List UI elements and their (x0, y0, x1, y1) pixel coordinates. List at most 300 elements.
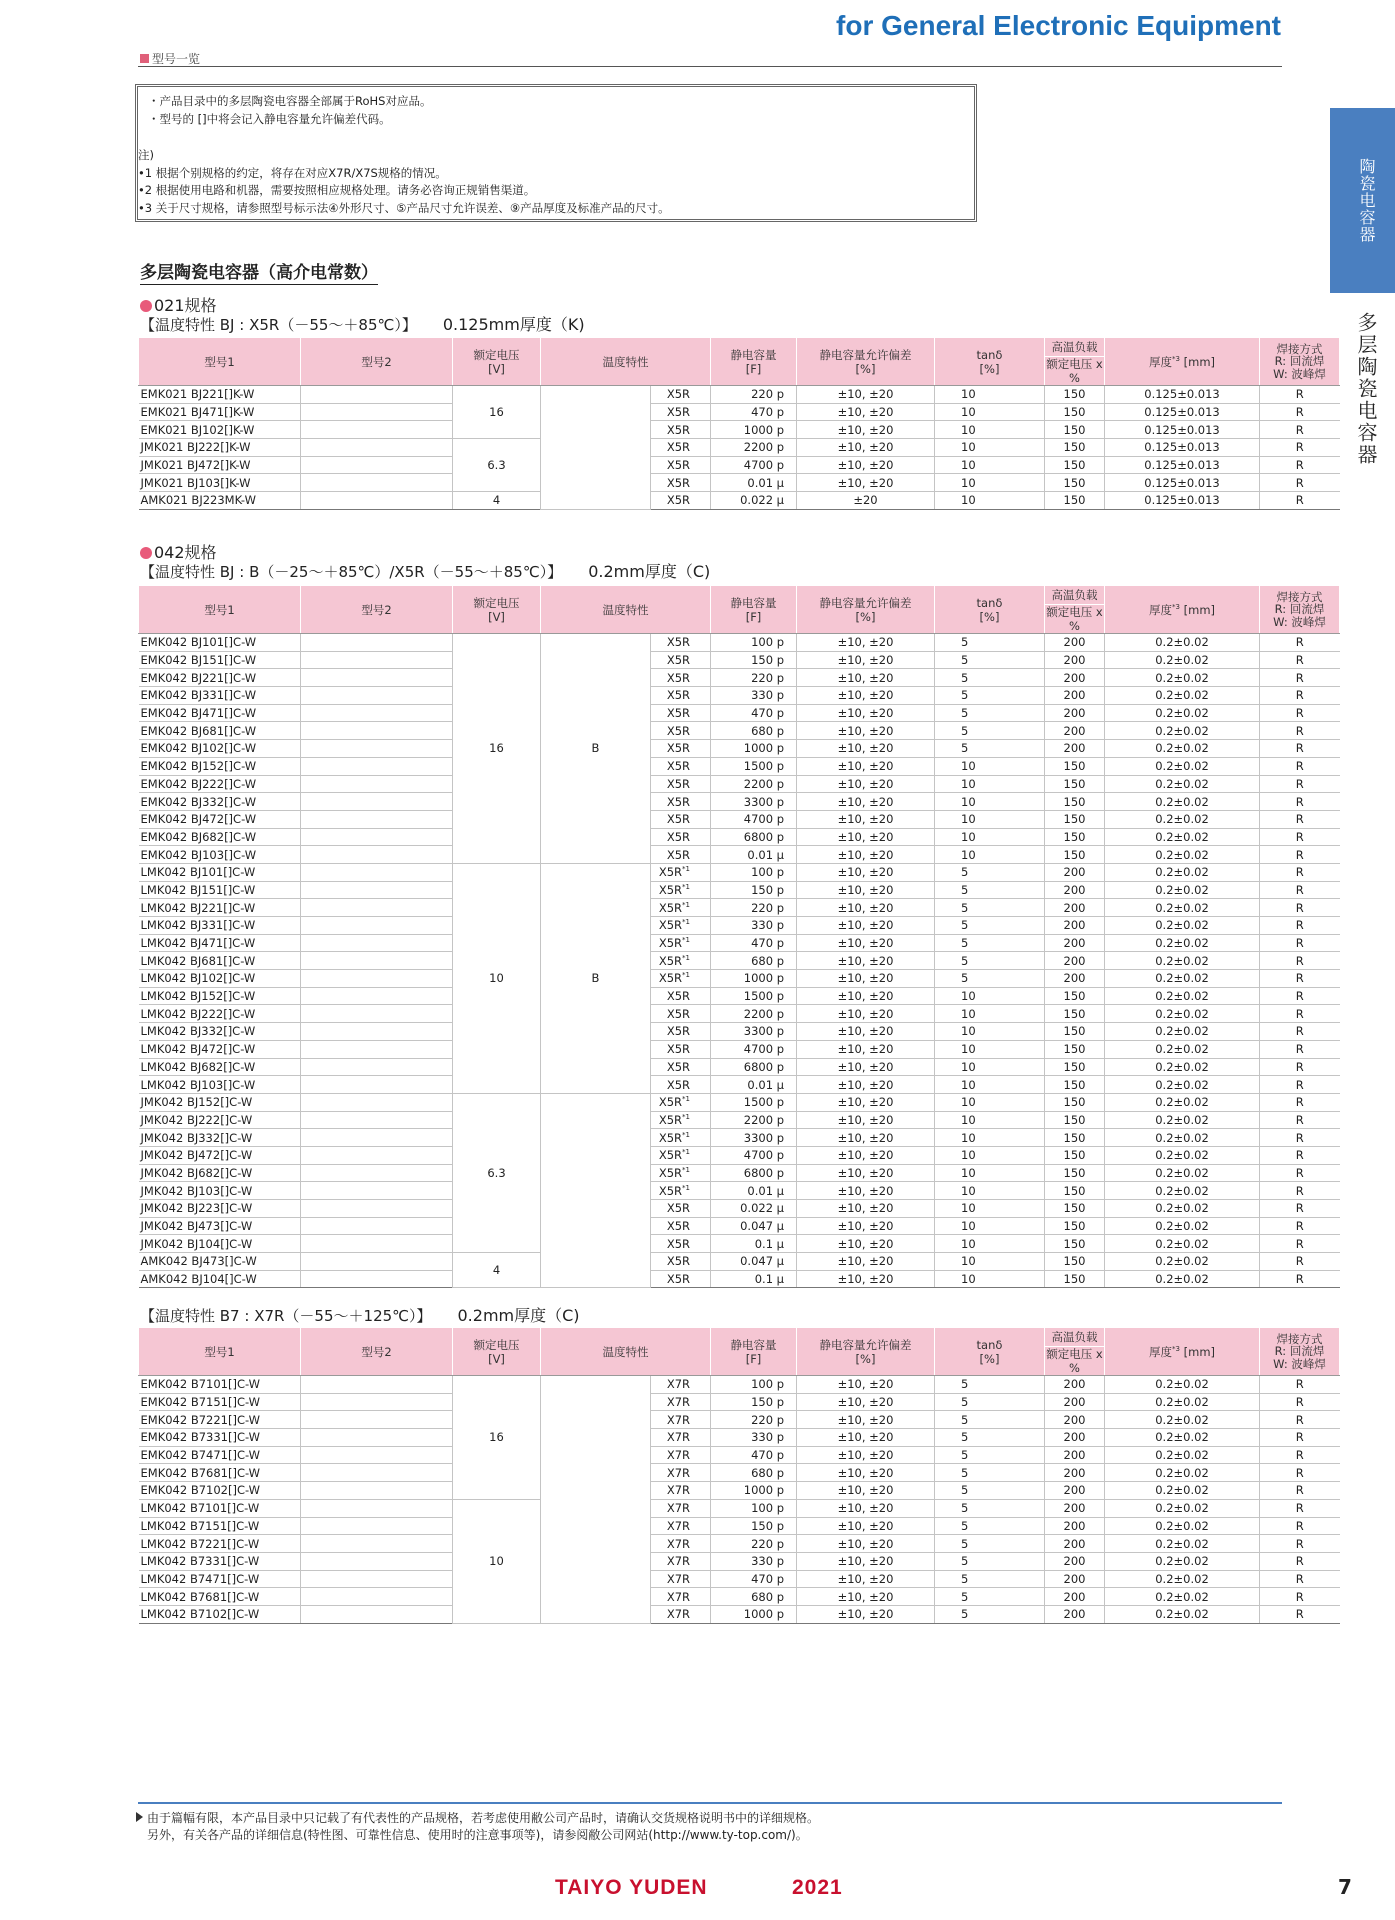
arrow-right-icon (136, 1812, 143, 1822)
tolerance-cell: ±10, ±20 (797, 1499, 935, 1517)
tolerance-cell: ±10, ±20 (797, 1464, 935, 1482)
part-number-cell: AMK042 BJ473[]C-W (139, 1253, 301, 1271)
part-number2-cell (301, 1182, 453, 1200)
table1-heading (140, 296, 585, 335)
part-number-cell: JMK042 BJ152[]C-W (139, 1093, 301, 1111)
high-temp-load-cell: 200 (1045, 1376, 1105, 1394)
part-number2-cell (301, 651, 453, 669)
capacitance-cell: 2200 p (711, 1005, 797, 1023)
part-number2-cell (301, 421, 453, 439)
table-row (139, 1164, 1340, 1182)
capacitance-cell: 0.01 μ (711, 474, 797, 492)
soldering-cell: R (1260, 386, 1340, 404)
thickness-cell: 0.2±0.02 (1105, 952, 1260, 970)
part-number-cell: LMK042 BJ151[]C-W (139, 881, 301, 899)
tan-delta-cell: 5 (935, 1376, 1045, 1394)
soldering-cell: R (1260, 1517, 1340, 1535)
section-title: 多层陶瓷电容器（高介电常数） (140, 258, 378, 285)
part-number-cell: JMK042 BJ332[]C-W (139, 1129, 301, 1147)
temp-char-cell: B (541, 634, 651, 864)
thickness-cell: 0.2±0.02 (1105, 917, 1260, 935)
table-row (139, 970, 1340, 988)
table-row (139, 828, 1340, 846)
high-temp-load-cell: 200 (1045, 1429, 1105, 1447)
soldering-cell: R (1260, 846, 1340, 864)
temp-char-code-cell: X5R (651, 846, 711, 864)
tolerance-cell: ±10, ±20 (797, 934, 935, 952)
column-header: 静电容量允许偏差 [%] (797, 1328, 935, 1376)
soldering-cell: R (1260, 1235, 1340, 1253)
page-number: 7 (1338, 1875, 1352, 1899)
thickness-cell: 0.2±0.02 (1105, 1499, 1260, 1517)
catalog-year: 2021 (792, 1876, 843, 1899)
part-number-cell: EMK042 BJ222[]C-W (139, 775, 301, 793)
temp-char-code-cell: X5R (651, 1200, 711, 1218)
table-row (139, 1446, 1340, 1464)
capacitance-cell: 1500 p (711, 987, 797, 1005)
thickness-label: 0.2mm厚度（C) (588, 562, 711, 581)
part-number-cell: LMK042 BJ221[]C-W (139, 899, 301, 917)
part-number2-cell (301, 1588, 453, 1606)
table3-heading (140, 1306, 580, 1326)
thickness-cell: 0.2±0.02 (1105, 740, 1260, 758)
high-temp-load-cell: 150 (1045, 793, 1105, 811)
part-number2-cell (301, 1093, 453, 1111)
part-number-cell: JMK042 BJ473[]C-W (139, 1217, 301, 1235)
temp-char-code-cell: $X5R^{*1}$ (651, 1146, 711, 1164)
soldering-cell: R (1260, 1482, 1340, 1500)
tolerance-cell: ±10, ±20 (797, 1217, 935, 1235)
column-header: tanδ [%] (935, 338, 1045, 386)
part-number2-cell (301, 828, 453, 846)
tolerance-cell: ±10, ±20 (797, 439, 935, 457)
soldering-cell: R (1260, 740, 1340, 758)
capacitance-cell: 3300 p (711, 1023, 797, 1041)
tan-delta-cell: 5 (935, 704, 1045, 722)
part-number-cell: EMK042 BJ681[]C-W (139, 722, 301, 740)
table-row (139, 474, 1340, 492)
thickness-cell: 0.2±0.02 (1105, 1058, 1260, 1076)
part-number-cell: LMK042 BJ222[]C-W (139, 1005, 301, 1023)
soldering-cell: R (1260, 757, 1340, 775)
column-header: 高温负载 (1045, 1328, 1105, 1347)
tan-delta-cell: 10 (935, 793, 1045, 811)
tolerance-cell: ±10, ±20 (797, 740, 935, 758)
tolerance-cell: ±10, ±20 (797, 1393, 935, 1411)
part-number2-cell (301, 1111, 453, 1129)
tan-delta-cell: 5 (935, 1411, 1045, 1429)
soldering-cell: R (1260, 1429, 1340, 1447)
soldering-cell: R (1260, 1005, 1340, 1023)
part-number2-cell (301, 1076, 453, 1094)
table-row (139, 1182, 1340, 1200)
footnote-line: 另外，有关各产品的详细信息(特性图、可靠性信息、使用时的注意事项等)，请参阅敝公司网站(http://www.ty-top.com/)。 (147, 1828, 808, 1842)
part-number2-cell (301, 1499, 453, 1517)
temp-char-code-cell: X7R (651, 1570, 711, 1588)
thickness-cell: 0.125±0.013 (1105, 492, 1260, 510)
rated-voltage-cell: 4 (453, 492, 541, 510)
spec-table-042-bj (138, 585, 1340, 1288)
soldering-cell: R (1260, 1588, 1340, 1606)
column-header: tanδ [%] (935, 1328, 1045, 1376)
soldering-cell: R (1260, 1376, 1340, 1394)
temp-char-code-cell: X5R (651, 828, 711, 846)
rated-voltage-cell: 16 (453, 386, 541, 439)
thickness-cell: 0.125±0.013 (1105, 456, 1260, 474)
temp-char-code-cell: X5R (651, 669, 711, 687)
high-temp-load-cell: 150 (1045, 1164, 1105, 1182)
part-number2-cell (301, 899, 453, 917)
capacitance-cell: 220 p (711, 669, 797, 687)
part-number2-cell (301, 1570, 453, 1588)
temp-char-code-cell: X5R (651, 403, 711, 421)
soldering-cell: R (1260, 421, 1340, 439)
tan-delta-cell: 10 (935, 1270, 1045, 1288)
capacitance-cell: 6800 p (711, 1058, 797, 1076)
table2-heading (140, 543, 710, 582)
column-header: 型号1 (139, 1328, 301, 1376)
part-number-cell: EMK021 BJ471[]K-W (139, 403, 301, 421)
tolerance-cell: ±10, ±20 (797, 1111, 935, 1129)
temp-char-code-cell: X5R (651, 1076, 711, 1094)
part-number2-cell (301, 1429, 453, 1447)
thickness-cell: 0.2±0.02 (1105, 1464, 1260, 1482)
tolerance-cell: ±10, ±20 (797, 1270, 935, 1288)
high-temp-load-cell: 200 (1045, 1446, 1105, 1464)
footnote-mark: *3 (1172, 1344, 1180, 1353)
part-number2-cell (301, 474, 453, 492)
soldering-cell: R (1260, 1093, 1340, 1111)
tan-delta-cell: 10 (935, 775, 1045, 793)
tolerance-cell: ±10, ±20 (797, 1411, 935, 1429)
soldering-cell: R (1260, 1182, 1340, 1200)
temp-char-code-cell: X5R (651, 421, 711, 439)
soldering-cell: R (1260, 793, 1340, 811)
tan-delta-cell: 10 (935, 1111, 1045, 1129)
tan-delta-cell: 10 (935, 846, 1045, 864)
part-number-cell: LMK042 BJ152[]C-W (139, 987, 301, 1005)
part-number-cell: EMK042 B7102[]C-W (139, 1482, 301, 1500)
part-number2-cell (301, 1235, 453, 1253)
tolerance-cell: ±10, ±20 (797, 970, 935, 988)
soldering-cell: R (1260, 1605, 1340, 1623)
soldering-cell: R (1260, 1058, 1340, 1076)
rated-voltage-cell: 10 (453, 863, 541, 1093)
soldering-cell: R (1260, 1499, 1340, 1517)
soldering-cell: R (1260, 651, 1340, 669)
table-row (139, 1570, 1340, 1588)
part-number-cell: LMK042 BJ472[]C-W (139, 1040, 301, 1058)
part-number-cell: AMK042 BJ104[]C-W (139, 1270, 301, 1288)
brand-logo: TAIYO YUDEN (555, 1876, 708, 1899)
tan-delta-cell: 5 (935, 1393, 1045, 1411)
high-temp-load-cell: 150 (1045, 1235, 1105, 1253)
soldering-cell: R (1260, 456, 1340, 474)
part-number-cell: EMK042 BJ101[]C-W (139, 634, 301, 652)
tolerance-cell: ±10, ±20 (797, 474, 935, 492)
thickness-cell: 0.2±0.02 (1105, 1588, 1260, 1606)
soldering-cell: R (1260, 863, 1340, 881)
tolerance-cell: ±10, ±20 (797, 757, 935, 775)
table-row (139, 846, 1340, 864)
tan-delta-cell: 10 (935, 1164, 1045, 1182)
part-number2-cell (301, 687, 453, 705)
table-row (139, 793, 1340, 811)
part-number-cell: LMK042 B7331[]C-W (139, 1552, 301, 1570)
table-row (139, 1393, 1340, 1411)
tan-delta-cell: 5 (935, 899, 1045, 917)
thickness-cell: 0.2±0.02 (1105, 1076, 1260, 1094)
notes-box (135, 84, 977, 222)
table-row (139, 669, 1340, 687)
part-number2-cell (301, 917, 453, 935)
high-temp-load-cell: 200 (1045, 669, 1105, 687)
column-header: 额定电压 [V] (453, 586, 541, 634)
part-number-cell: EMK042 BJ102[]C-W (139, 740, 301, 758)
table-row (139, 1535, 1340, 1553)
temp-char-code-cell: X5R (651, 722, 711, 740)
soldering-cell: R (1260, 952, 1340, 970)
column-header: 厚度$^{*3}$ [mm] (1105, 1328, 1260, 1376)
high-temp-load-cell: 200 (1045, 1535, 1105, 1553)
high-temp-load-cell: 200 (1045, 899, 1105, 917)
tan-delta-cell: 10 (935, 828, 1045, 846)
footnote-mark: *1 (682, 1095, 690, 1104)
high-temp-load-cell: 200 (1045, 722, 1105, 740)
capacitance-cell: 150 p (711, 1517, 797, 1535)
capacitance-cell: 680 p (711, 1464, 797, 1482)
tolerance-cell: ±10, ±20 (797, 1588, 935, 1606)
part-number-cell: JMK042 BJ223[]C-W (139, 1200, 301, 1218)
thickness-label: 0.125mm厚度（K) (442, 315, 585, 334)
soldering-cell: R (1260, 881, 1340, 899)
part-number2-cell (301, 1393, 453, 1411)
tan-delta-cell: 10 (935, 439, 1045, 457)
high-temp-load-cell: 200 (1045, 1499, 1105, 1517)
capacitance-cell: 470 p (711, 403, 797, 421)
part-number2-cell (301, 1005, 453, 1023)
high-temp-load-cell: 150 (1045, 1129, 1105, 1147)
capacitance-cell: 0.01 μ (711, 1182, 797, 1200)
high-temp-load-cell: 150 (1045, 1253, 1105, 1271)
table-row (139, 634, 1340, 652)
capacitance-cell: 100 p (711, 634, 797, 652)
tolerance-cell: ±10, ±20 (797, 1023, 935, 1041)
column-header: 焊接方式 R: 回流焊 W: 波峰焊 (1260, 1328, 1340, 1376)
table-row (139, 1217, 1340, 1235)
column-header: 温度特性 (541, 338, 711, 386)
part-number-cell: EMK042 BJ151[]C-W (139, 651, 301, 669)
tan-delta-cell: 5 (935, 1552, 1045, 1570)
table-row (139, 492, 1340, 510)
soldering-cell: R (1260, 1129, 1340, 1147)
part-number-cell: EMK042 BJ152[]C-W (139, 757, 301, 775)
capacitance-cell: 220 p (711, 1411, 797, 1429)
part-number2-cell (301, 456, 453, 474)
column-header: 厚度$^{*3}$ [mm] (1105, 586, 1260, 634)
table-row (139, 1040, 1340, 1058)
part-number-cell: EMK021 BJ221[]K-W (139, 386, 301, 404)
temp-char-code-cell: X5R (651, 810, 711, 828)
temp-char-code-cell: $X5R^{*1}$ (651, 1129, 711, 1147)
thickness-cell: 0.2±0.02 (1105, 1517, 1260, 1535)
tan-delta-cell: 5 (935, 687, 1045, 705)
high-temp-load-cell: 150 (1045, 1005, 1105, 1023)
part-number-cell: LMK042 BJ101[]C-W (139, 863, 301, 881)
temp-char-code-cell: X5R (651, 1058, 711, 1076)
table-row (139, 934, 1340, 952)
part-number2-cell (301, 386, 453, 404)
column-header: 高温负载 (1045, 338, 1105, 357)
high-temp-load-cell: 200 (1045, 634, 1105, 652)
temp-char-code-cell: X5R (651, 1253, 711, 1271)
thickness-cell: 0.2±0.02 (1105, 775, 1260, 793)
part-number2-cell (301, 1376, 453, 1394)
high-temp-load-cell: 150 (1045, 1023, 1105, 1041)
footnote-mark: *3 (1172, 602, 1180, 611)
footnote-mark: *1 (682, 936, 690, 945)
footnote-mark: *1 (682, 900, 690, 909)
part-number2-cell (301, 934, 453, 952)
part-number-cell: JMK042 BJ222[]C-W (139, 1111, 301, 1129)
table-row (139, 775, 1340, 793)
thickness-cell: 0.2±0.02 (1105, 881, 1260, 899)
high-temp-load-cell: 150 (1045, 775, 1105, 793)
tolerance-cell: ±10, ±20 (797, 1535, 935, 1553)
part-number2-cell (301, 881, 453, 899)
tolerance-cell: ±10, ±20 (797, 793, 935, 811)
high-temp-load-cell: 200 (1045, 1552, 1105, 1570)
rated-voltage-cell: 16 (453, 634, 541, 864)
temp-char-code-cell: X5R (651, 1217, 711, 1235)
temp-char-code-cell: X5R (651, 386, 711, 404)
bullet-dot-icon (140, 547, 152, 559)
capacitance-cell: 3300 p (711, 793, 797, 811)
capacitance-cell: 1000 p (711, 421, 797, 439)
capacitance-cell: 0.022 μ (711, 1200, 797, 1218)
thickness-cell: 0.2±0.02 (1105, 1146, 1260, 1164)
condition-label: 【温度特性 BJ : B（－25～＋85℃）/X5R（－55～＋85℃）】 (140, 563, 563, 581)
high-temp-load-cell: 150 (1045, 386, 1105, 404)
tan-delta-cell: 10 (935, 474, 1045, 492)
column-header: 高温负载 (1045, 586, 1105, 605)
part-number2-cell (301, 1217, 453, 1235)
soldering-cell: R (1260, 1393, 1340, 1411)
footnote-mark: *1 (682, 953, 690, 962)
footnote-mark: *1 (682, 1148, 690, 1157)
thickness-cell: 0.2±0.02 (1105, 1411, 1260, 1429)
temp-char-code-cell: X5R (651, 704, 711, 722)
part-number2-cell (301, 669, 453, 687)
tan-delta-cell: 10 (935, 492, 1045, 510)
thickness-cell: 0.2±0.02 (1105, 793, 1260, 811)
part-number2-cell (301, 1517, 453, 1535)
tolerance-cell: ±10, ±20 (797, 775, 935, 793)
part-number2-cell (301, 1482, 453, 1500)
high-temp-load-cell: 200 (1045, 704, 1105, 722)
capacitance-cell: 1000 p (711, 740, 797, 758)
footnote-line: 由于篇幅有限，本产品目录中只记载了有代表性的产品规格，若考虑使用敝公司产品时，请确认交货规格说明书中的详细规格。 (147, 1811, 820, 1825)
table-row (139, 1552, 1340, 1570)
tan-delta-cell: 5 (935, 952, 1045, 970)
temp-char-code-cell: X7R (651, 1464, 711, 1482)
part-number-cell: EMK042 BJ332[]C-W (139, 793, 301, 811)
table-row (139, 1464, 1340, 1482)
temp-char-code-cell: X5R (651, 1235, 711, 1253)
table-row (139, 403, 1340, 421)
capacitance-cell: 330 p (711, 1429, 797, 1447)
capacitance-cell: 220 p (711, 386, 797, 404)
part-number-cell: LMK042 B7102[]C-W (139, 1605, 301, 1623)
soldering-cell: R (1260, 1270, 1340, 1288)
high-temp-load-cell: 150 (1045, 1076, 1105, 1094)
part-number-cell: JMK042 BJ104[]C-W (139, 1235, 301, 1253)
column-header: 温度特性 (541, 586, 711, 634)
temp-char-code-cell: $X5R^{*1}$ (651, 899, 711, 917)
capacitance-cell: 0.047 μ (711, 1253, 797, 1271)
capacitance-cell: 680 p (711, 722, 797, 740)
part-number2-cell (301, 1040, 453, 1058)
high-temp-load-cell: 150 (1045, 846, 1105, 864)
part-number2-cell (301, 439, 453, 457)
notes-title: 注) (138, 148, 154, 162)
high-temp-load-cell: 200 (1045, 1588, 1105, 1606)
tan-delta-cell: 5 (935, 1446, 1045, 1464)
soldering-cell: R (1260, 1552, 1340, 1570)
soldering-cell: R (1260, 492, 1340, 510)
soldering-cell: R (1260, 1535, 1340, 1553)
part-number2-cell (301, 722, 453, 740)
table-row (139, 987, 1340, 1005)
temp-char-code-cell: X5R (651, 757, 711, 775)
capacitance-cell: 1500 p (711, 757, 797, 775)
tan-delta-cell: 10 (935, 1200, 1045, 1218)
side-tab[interactable] (1330, 108, 1395, 293)
capacitance-cell: 100 p (711, 863, 797, 881)
capacitance-cell: 1500 p (711, 1093, 797, 1111)
part-number-cell: LMK042 B7101[]C-W (139, 1499, 301, 1517)
capacitance-cell: 470 p (711, 934, 797, 952)
table-row (139, 456, 1340, 474)
high-temp-load-cell: 150 (1045, 1200, 1105, 1218)
thickness-cell: 0.2±0.02 (1105, 828, 1260, 846)
capacitance-cell: 4700 p (711, 810, 797, 828)
tan-delta-cell: 10 (935, 1058, 1045, 1076)
table-row (139, 1076, 1340, 1094)
temp-char-code-cell: X7R (651, 1605, 711, 1623)
capacitance-cell: 330 p (711, 917, 797, 935)
capacitance-cell: 680 p (711, 1588, 797, 1606)
column-header: 静电容量 [F] (711, 586, 797, 634)
soldering-cell: R (1260, 1164, 1340, 1182)
high-temp-load-cell: 150 (1045, 987, 1105, 1005)
tolerance-cell: ±10, ±20 (797, 828, 935, 846)
temp-char-code-cell: $X5R^{*1}$ (651, 1093, 711, 1111)
table-row (139, 1605, 1340, 1623)
thickness-label: 0.2mm厚度（C) (457, 1306, 580, 1325)
capacitance-cell: 1000 p (711, 1605, 797, 1623)
capacitance-cell: 100 p (711, 1499, 797, 1517)
tan-delta-cell: 5 (935, 669, 1045, 687)
tolerance-cell: ±10, ±20 (797, 810, 935, 828)
tan-delta-cell: 5 (935, 917, 1045, 935)
tan-delta-cell: 5 (935, 934, 1045, 952)
tan-delta-cell: 10 (935, 1253, 1045, 1271)
temp-char-code-cell: X7R (651, 1446, 711, 1464)
column-header: 静电容量允许偏差 [%] (797, 586, 935, 634)
soldering-cell: R (1260, 917, 1340, 935)
part-number-cell: JMK042 BJ103[]C-W (139, 1182, 301, 1200)
